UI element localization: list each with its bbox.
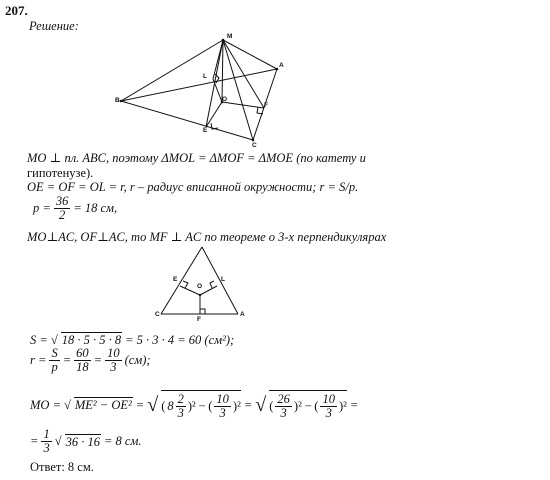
paren-icon: ( <box>269 399 274 413</box>
r-eq: = <box>62 353 72 367</box>
mo-b-den-2: 3 <box>325 406 332 420</box>
mo-radicand-3 <box>269 390 347 420</box>
sqrt-sign-icon: √ <box>255 393 267 416</box>
mo-c-num: 26 <box>277 392 290 406</box>
label-O-2d: O <box>197 283 203 290</box>
paren-icon: ( <box>208 399 213 413</box>
final-den: 3 <box>43 441 50 455</box>
side-C-apex <box>161 247 202 314</box>
r-frac-3 <box>105 347 122 374</box>
mo-radicand: ME² − OE² <box>74 398 132 412</box>
r-f2-den: 18 <box>76 360 89 374</box>
r-f1-den: p <box>51 360 58 374</box>
paren-icon: )² <box>232 399 241 413</box>
text-line-1: MO ⊥ пл. ABC, поэтому ΔMOL = ΔMOF = ΔMOE (по катету и <box>27 151 366 165</box>
mo-a-whole: 8 <box>167 399 174 413</box>
mo-b-frac <box>214 393 231 420</box>
label-L-2d: L <box>221 276 225 283</box>
label-O: O <box>222 96 228 103</box>
label-C: C <box>252 142 257 149</box>
paren-icon: )² <box>187 399 196 413</box>
mo-eq2: = <box>243 397 253 412</box>
sqrt-sign-icon: √ <box>50 332 58 347</box>
s-rhs: = 5 · 3 · 4 = 60 (см²); <box>125 332 235 347</box>
mo-c-frac <box>275 393 292 420</box>
r-rhs: (см); <box>124 353 151 367</box>
label-A: A <box>279 62 284 69</box>
paren-icon: )² <box>338 399 347 413</box>
mo-a-frac <box>176 393 186 420</box>
mo-lhs: MO = <box>30 397 61 412</box>
mo-b-den: 3 <box>219 406 226 420</box>
answer-line: Ответ: 8 см. <box>30 460 94 474</box>
final-radicand: 36 · 16 <box>65 434 100 449</box>
final-rhs: = 8 см. <box>103 434 142 448</box>
final-eq: = <box>30 434 39 448</box>
s-formula <box>30 332 234 348</box>
s-radicand: 18 · 5 · 5 · 8 <box>61 333 122 347</box>
segment-OL-2d <box>200 286 217 295</box>
mo-c-den: 3 <box>280 406 287 420</box>
label-F: F <box>264 102 268 109</box>
paren-icon: )² <box>293 399 302 413</box>
label-E-2d: E <box>173 276 178 283</box>
p-numerator: 36 <box>55 194 69 208</box>
final-frac <box>41 428 51 455</box>
sqrt-sign-icon: √ <box>147 393 159 416</box>
mo-minus: − <box>197 399 207 413</box>
r-f1-num: S <box>51 346 58 360</box>
r-formula <box>30 347 151 374</box>
label-L: L <box>203 73 207 80</box>
label-B: B <box>115 97 120 104</box>
right-angle-F-2d <box>200 309 205 314</box>
p-denominator: 2 <box>58 208 66 222</box>
mo-eq3: = <box>349 397 359 412</box>
mo-b-frac-2 <box>320 393 337 420</box>
right-angle-E-2d <box>183 281 188 288</box>
mo-b-num-2: 10 <box>322 392 335 406</box>
paren-icon: ( <box>161 399 166 413</box>
r-f2-num: 60 <box>76 346 89 360</box>
r-eq2: = <box>93 353 103 367</box>
right-angle-L-2d <box>210 281 214 288</box>
label-F-2d: F <box>197 316 201 323</box>
s-lhs: S = <box>30 332 48 347</box>
mo-a-den: 3 <box>177 406 184 420</box>
label-A-2d: A <box>240 311 245 318</box>
mo-a-num: 2 <box>177 392 184 406</box>
r-lhs: r = <box>30 353 47 367</box>
label-M: M <box>227 33 233 40</box>
mo-formula <box>30 390 358 420</box>
final-formula <box>30 428 142 455</box>
mo-minus-2: − <box>303 399 313 413</box>
r-frac-1 <box>49 347 59 374</box>
mo-radicand-2 <box>161 390 241 420</box>
text-line-2: гипотенузе). <box>27 166 94 180</box>
paren-icon: ( <box>314 399 319 413</box>
label-C-2d: C <box>155 311 160 318</box>
sqrt-sign-icon: √ <box>54 434 62 448</box>
final-num: 1 <box>43 427 50 441</box>
p-rhs: = 18 см, <box>73 201 118 215</box>
mo-b-num: 10 <box>216 392 229 406</box>
problem-number: 207. <box>5 3 28 18</box>
p-lhs: p = <box>33 201 51 215</box>
text-line-3: OE = OF = OL = r, r – радиус вписанной окружности; r = S/p. <box>27 180 359 194</box>
label-E: E <box>203 127 208 134</box>
side-apex-A <box>202 247 238 314</box>
mo-eq1: = <box>135 397 145 412</box>
solution-heading: Решение: <box>29 19 79 33</box>
r-f3-num: 10 <box>107 346 120 360</box>
r-frac-2 <box>74 347 91 374</box>
sqrt-sign-icon: √ <box>64 397 71 412</box>
r-f3-den: 3 <box>110 360 117 374</box>
text-line-5: MO⊥AC, OF⊥AC, то MF ⊥ AC по теореме о 3-х перпендикулярах <box>27 230 387 244</box>
